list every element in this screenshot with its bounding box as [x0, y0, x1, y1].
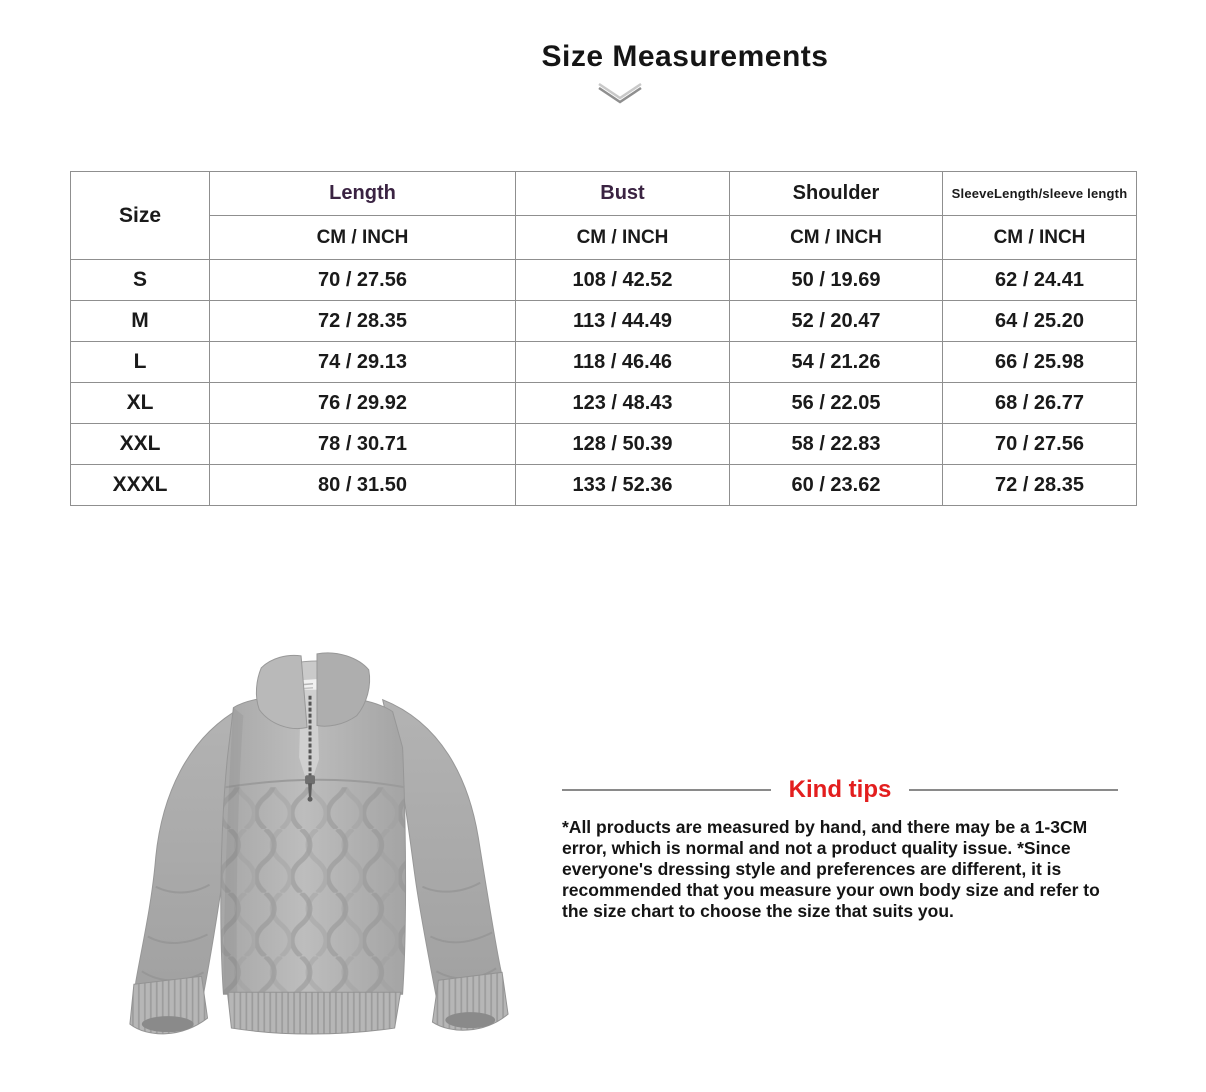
header-length: Length — [210, 172, 516, 216]
kind-tips-text: *All products are measured by hand, and there may be a 1-3CM error, which is normal and not a product quality issue. *Since everyone's dressing style and preferences are different, it is recommended that you measure your own body size and refer to the size chart to choose the size that suits you. — [562, 817, 1100, 921]
sleeve-value: 72 / 28.35 — [943, 465, 1137, 506]
shoulder-value: 50 / 19.69 — [730, 260, 943, 301]
unit-shoulder: CM / INCH — [730, 216, 943, 260]
table-row — [71, 383, 1137, 424]
divider-line-left — [562, 789, 771, 791]
shoulder-value: 58 / 22.83 — [730, 424, 943, 465]
size-label: S — [71, 260, 210, 301]
length-value: 74 / 29.13 — [210, 342, 516, 383]
size-label: XL — [71, 383, 210, 424]
kind-tips-header — [562, 776, 1118, 804]
shoulder-value: 60 / 23.62 — [730, 465, 943, 506]
sleeve-value: 64 / 25.20 — [943, 301, 1137, 342]
bust-value: 128 / 50.39 — [516, 424, 730, 465]
size-chart — [70, 171, 1137, 506]
size-label: XXL — [71, 424, 210, 465]
length-value: 70 / 27.56 — [210, 260, 516, 301]
sweater-image — [112, 636, 520, 1038]
length-value: 72 / 28.35 — [210, 301, 516, 342]
bust-value: 113 / 44.49 — [516, 301, 730, 342]
shoulder-value: 52 / 20.47 — [730, 301, 943, 342]
table-row — [71, 301, 1137, 342]
bust-value: 123 / 48.43 — [516, 383, 730, 424]
sleeve-value: 66 / 25.98 — [943, 342, 1137, 383]
bust-value: 118 / 46.46 — [516, 342, 730, 383]
shoulder-value: 54 / 21.26 — [730, 342, 943, 383]
unit-bust: CM / INCH — [516, 216, 730, 260]
size-label: L — [71, 342, 210, 383]
unit-sleeve: CM / INCH — [943, 216, 1137, 260]
table-row — [71, 260, 1137, 301]
table-row — [71, 424, 1137, 465]
length-value: 80 / 31.50 — [210, 465, 516, 506]
size-table — [70, 171, 1137, 506]
bust-value: 133 / 52.36 — [516, 465, 730, 506]
sleeve-value: 68 / 26.77 — [943, 383, 1137, 424]
length-value: 78 / 30.71 — [210, 424, 516, 465]
sleeve-value: 70 / 27.56 — [943, 424, 1137, 465]
length-value: 76 / 29.92 — [210, 383, 516, 424]
size-label: M — [71, 301, 210, 342]
bust-value: 108 / 42.52 — [516, 260, 730, 301]
header-sleeve: SleeveLength/sleeve length — [943, 172, 1137, 216]
sleeve-value: 62 / 24.41 — [943, 260, 1137, 301]
unit-length: CM / INCH — [210, 216, 516, 260]
divider-line-right — [909, 789, 1118, 791]
table-row — [71, 342, 1137, 383]
table-row — [71, 465, 1137, 506]
shoulder-value: 56 / 22.05 — [730, 383, 943, 424]
kind-tips-heading: Kind tips — [788, 776, 892, 803]
header-size: Size — [71, 172, 210, 260]
page-title: Size Measurements — [541, 40, 829, 73]
kind-tips-section — [562, 776, 1118, 922]
header-bust: Bust — [516, 172, 730, 216]
header-shoulder: Shoulder — [730, 172, 943, 216]
chevron-down-icon — [596, 82, 644, 111]
size-label: XXXL — [71, 465, 210, 506]
